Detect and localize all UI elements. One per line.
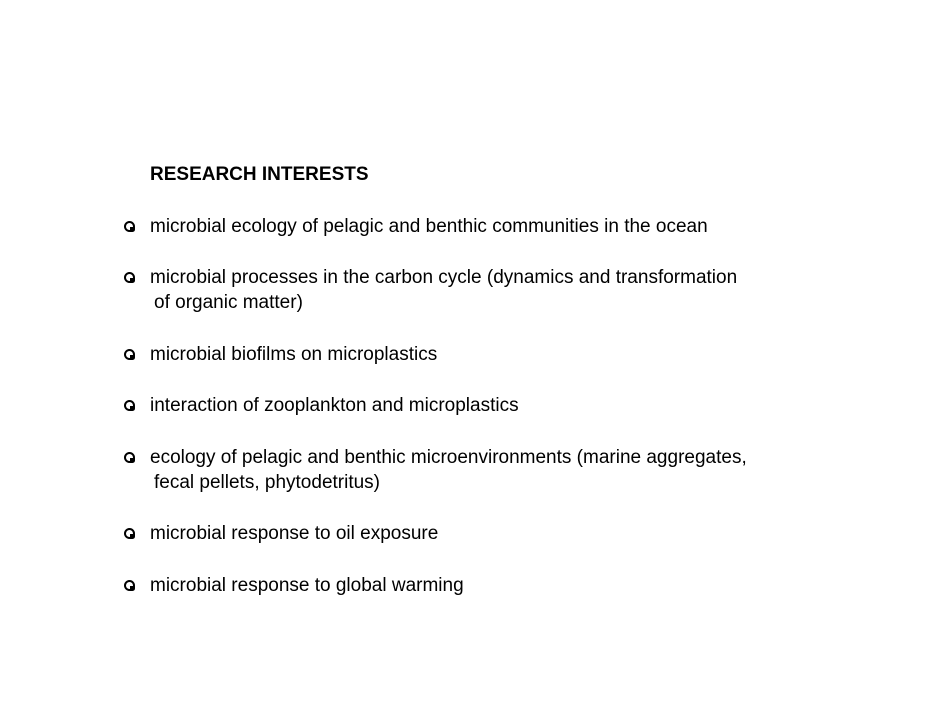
list-item-line: of organic matter) (154, 292, 303, 313)
bullet-icon (124, 349, 135, 360)
list-item-text (150, 573, 870, 598)
list-item-text (150, 342, 870, 367)
list-item-line: microbial biofilms on microplastics (150, 344, 438, 365)
list-item-line: ecology of pelagic and benthic microenvironments (marine aggregates, (150, 447, 747, 468)
list-item-line: fecal pellets, phytodetritus) (154, 472, 381, 493)
bullet-icon (124, 528, 135, 539)
bullet-icon (124, 400, 135, 411)
list-item-text (150, 265, 870, 315)
bullet-icon (124, 221, 135, 232)
list-item-text (150, 445, 870, 495)
list-item-line: microbial ecology of pelagic and benthic communities in the ocean (150, 216, 708, 237)
list-item-line: microbial response to global warming (150, 575, 464, 596)
list-item-line: microbial processes in the carbon cycle (dynamics and transformation (150, 267, 738, 288)
bullet-icon (124, 580, 135, 591)
list-item-line: microbial response to oil exposure (150, 523, 439, 544)
list-item-text (150, 521, 870, 546)
list-item-text (150, 393, 870, 418)
list-item-text (150, 214, 870, 239)
bullet-icon (124, 272, 135, 283)
list-item-line: interaction of zooplankton and microplastics (150, 395, 519, 416)
section-heading: RESEARCH INTERESTS (150, 164, 369, 185)
bullet-icon (124, 452, 135, 463)
